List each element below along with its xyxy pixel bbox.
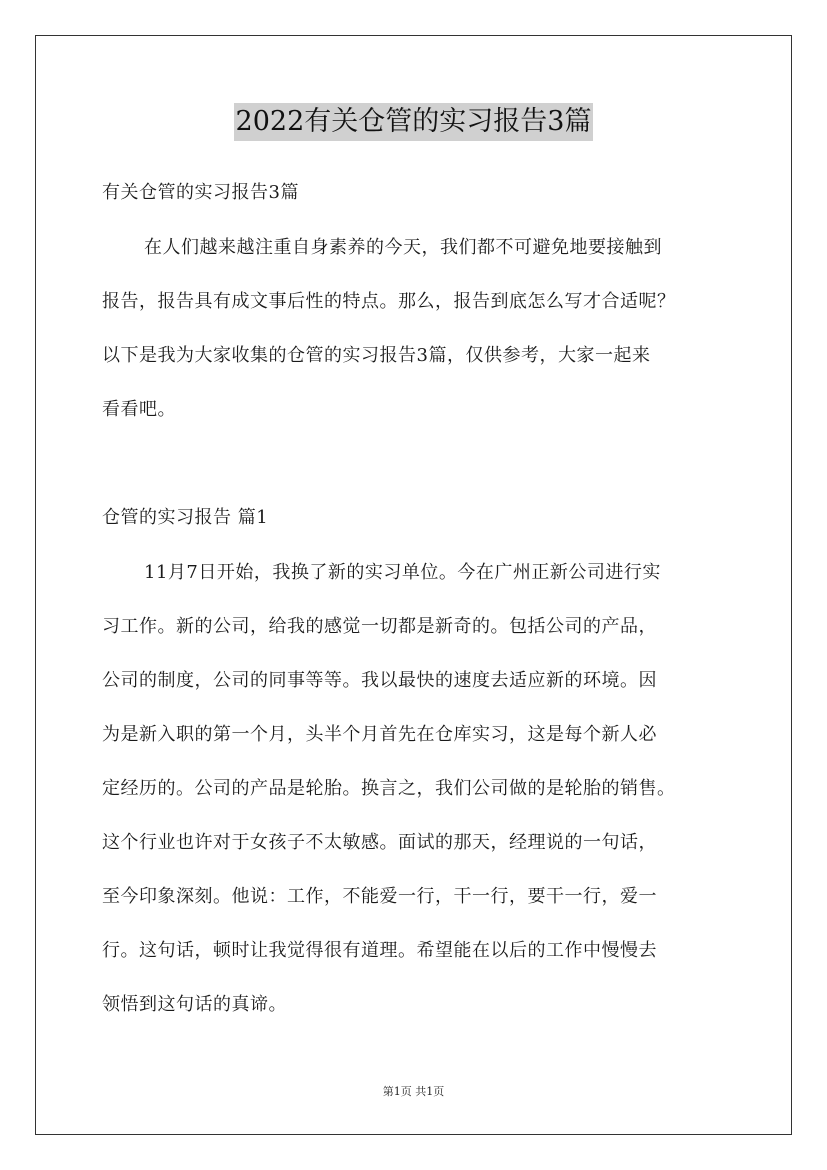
body-line-5: 定经历的。公司的产品是轮胎。换言之，我们公司做的是轮胎的销售。 <box>102 778 676 799</box>
intro-line-4: 看看吧。 <box>102 399 176 420</box>
page-number-footer: 第1页 共1页 <box>382 1085 445 1098</box>
section-heading: 仓管的实习报告 篇1 <box>102 507 269 528</box>
body-line-7: 至今印象深刻。他说：工作，不能爱一行，干一行，要干一行，爱一 <box>102 886 657 907</box>
intro-line-3: 以下是我为大家收集的仓管的实习报告3篇，仅供参考，大家一起来 <box>102 345 651 366</box>
intro-line-1: 在人们越来越注重自身素养的今天，我们都不可避免地要接触到 <box>144 237 662 258</box>
body-line-1: 11月7日开始，我换了新的实习单位。今在广州正新公司进行实 <box>144 562 661 583</box>
document-title: 2022有关仓管的实习报告3篇 <box>234 103 594 141</box>
body-line-9: 领悟到这句话的真谛。 <box>102 994 287 1015</box>
body-line-8: 行。这句话，顿时让我觉得很有道理。希望能在以后的工作中慢慢去 <box>102 940 657 961</box>
body-line-3: 公司的制度，公司的同事等等。我以最快的速度去适应新的环境。因 <box>102 670 657 691</box>
body-line-6: 这个行业也许对于女孩子不太敏感。面试的那天，经理说的一句话， <box>102 832 657 853</box>
body-line-2: 习工作。新的公司，给我的感觉一切都是新奇的。包括公司的产品， <box>102 616 657 637</box>
intro-line-2: 报告，报告具有成文事后性的特点。那么，报告到底怎么写才合适呢？ <box>102 291 676 312</box>
body-line-4: 为是新入职的第一个月，头半个月首先在仓库实习，这是每个新人必 <box>102 724 657 745</box>
document-subtitle: 有关仓管的实习报告3篇 <box>102 182 299 203</box>
title-container <box>0 103 827 141</box>
